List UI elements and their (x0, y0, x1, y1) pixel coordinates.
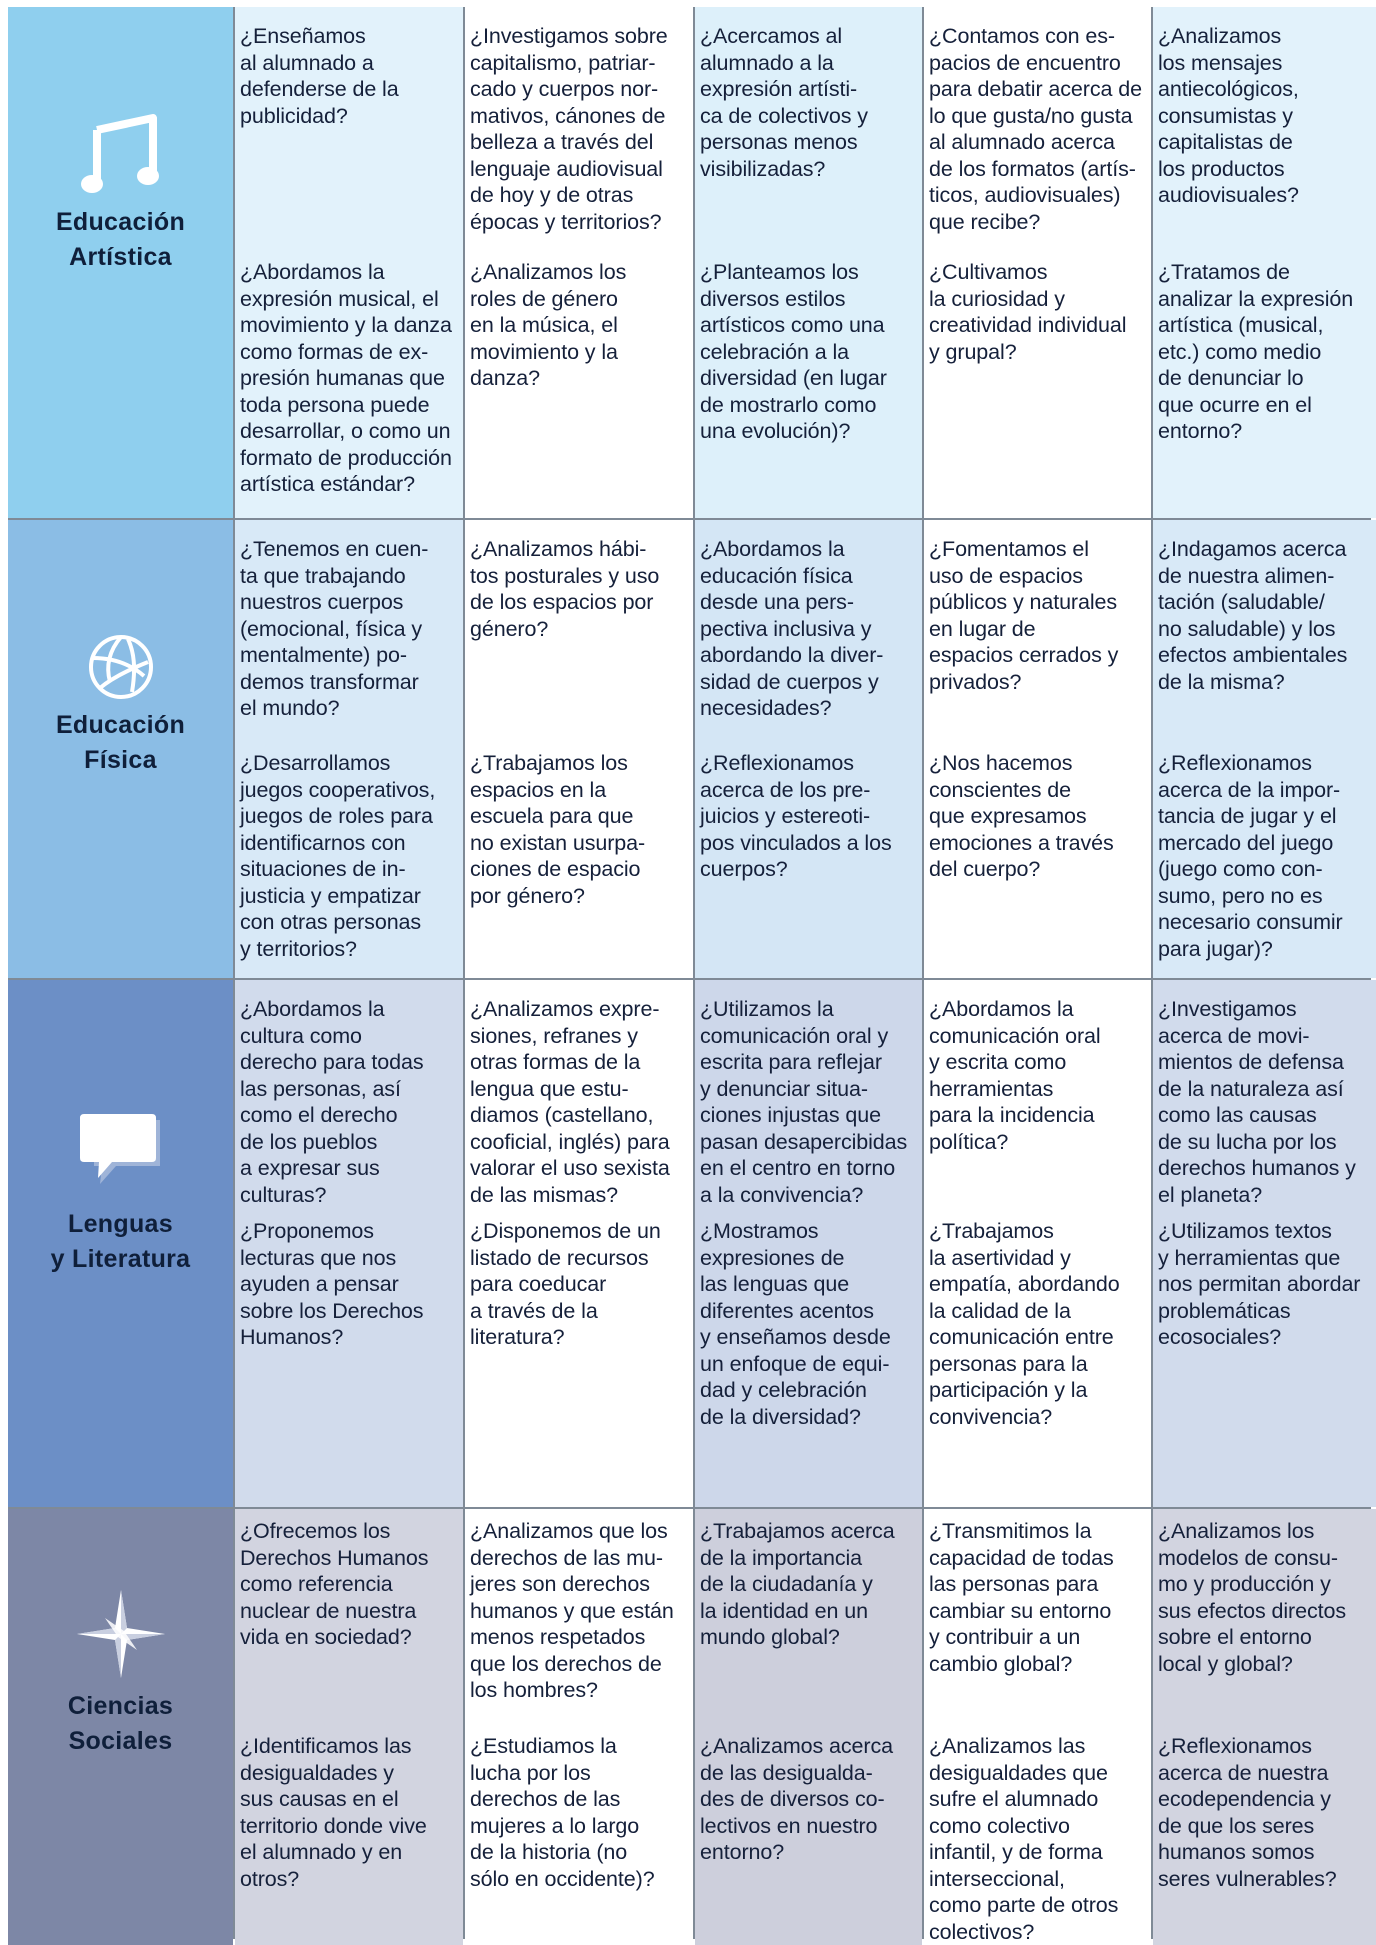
question-cell (1153, 7, 1376, 518)
question-text: ¿Tenemos en cuen- ta que trabajando nuestros cuerpos (emocional, física y mentalmente) po- demos transformar el mundo? (240, 537, 429, 720)
row-header-educacion-fisica (8, 520, 233, 978)
question-cell (695, 7, 922, 518)
question-cell (924, 7, 1151, 518)
question-text: ¿Nos hacemos conscientes de que expresamos emociones a través del cuerpo? (929, 751, 1114, 881)
music-note-icon (81, 93, 161, 212)
question-cell (465, 1509, 693, 1945)
question-text: ¿Reflexionamos acerca de la impor- tancia de jugar y el mercado del juego (juego como con- sumo, pero no es necesario consumir para jugar)? (1158, 751, 1343, 961)
row-header-educacion-artistica (8, 7, 233, 518)
question-text: ¿Desarrollamos juegos cooperativos, juegos de roles para identificarnos con situaciones de in- justicia y empatizar con otras personas y territorios? (240, 751, 436, 961)
question-cell (1153, 1509, 1376, 1945)
question-cell (924, 1509, 1151, 1945)
question-cell (465, 7, 693, 518)
question-cell (1153, 980, 1376, 1507)
question-text: ¿Contamos con es- pacios de encuentro para debatir acerca de lo que gusta/no gusta al alumnado acerca de los formatos (artís- ticos, audiovisuales) que recibe? (929, 24, 1142, 234)
question-text: ¿Investigamos sobre capitalismo, patriar- cado y cuerpos nor- mativos, cánones de belleza a través del lenguaje audiovisual de hoy y de otras épocas y territorios? (470, 24, 668, 234)
question-text: ¿Fomentamos el uso de espacios públicos y naturales en lugar de espacios cerrados y privados? (929, 537, 1119, 694)
question-cell (235, 980, 463, 1507)
question-cell (924, 980, 1151, 1507)
question-cell (465, 520, 693, 978)
question-text: ¿Analizamos las desigualdades que sufre el alumnado como colectivo infantil, y de forma interseccional, como parte de otros colectivos? (929, 1734, 1119, 1944)
row-header-lenguas-y-literatura (8, 980, 233, 1507)
question-text: ¿Abordamos la comunicación oral y escrita como herramientas para la incidencia política? (929, 997, 1101, 1154)
question-text: ¿Analizamos que los derechos de las mu- jeres son derechos humanos y que están menos respetados que los derechos de los hombres? (470, 1519, 674, 1702)
question-text: ¿Analizamos los mensajes antiecológicos, consumistas y capitalistas de los productos audiovisuales? (1158, 24, 1299, 207)
subject-title: Educación Artística (55, 208, 186, 271)
question-text: ¿Analizamos hábi- tos posturales y uso de los espacios por género? (470, 537, 660, 641)
question-cell (695, 1509, 922, 1945)
question-text: ¿Abordamos la expresión musical, el movimiento y la danza como formas de ex- presión humanas que toda persona puede desarrollar, o como un formato de producción artística estándar? (240, 260, 452, 496)
question-text: ¿Analizamos acerca de las desigualda- des de diversos co- lectivos en nuestro entorno? (700, 1734, 893, 1864)
question-text: ¿Abordamos la educación física desde una pers- pectiva inclusiva y abordando la diver- sidad de cuerpos y necesidades? (700, 537, 884, 720)
question-text: ¿Trabajamos la asertividad y empatía, abordando la calidad de la comunicación entre personas para la participación y la convivencia? (929, 1219, 1120, 1429)
question-cell (235, 7, 463, 518)
question-text: ¿Estudiamos la lucha por los derechos de las mujeres a lo largo de la historia (no sólo en occidente)? (470, 1734, 655, 1891)
question-text: ¿Proponemos lecturas que nos ayuden a pensar sobre los Derechos Humanos? (240, 1219, 424, 1349)
question-text: ¿Trabajamos acerca de la importancia de la ciudadanía y la identidad en un mundo global? (700, 1519, 895, 1649)
question-text: ¿Analizamos expre- siones, refranes y otras formas de la lengua que estu- diamos (castellano, cooficial, inglés) para valorar el uso sexista de las mismas? (470, 997, 670, 1207)
volleyball-icon (88, 617, 154, 717)
question-text: ¿Disponemos de un listado de recursos para coeducar a través de la literatura? (470, 1219, 661, 1349)
question-cell (235, 1509, 463, 1945)
question-cell (465, 980, 693, 1507)
question-text: ¿Cultivamos la curiosidad y creatividad individual y grupal? (929, 260, 1127, 364)
question-text: ¿Utilizamos la comunicación oral y escrita para reflejar y denunciar situa- ciones injustas que pasan desapercibidas en el centro en torno a la convivencia? (700, 997, 908, 1207)
question-text: ¿Ofrecemos los Derechos Humanos como referencia nuclear de nuestra vida en sociedad? (240, 1519, 429, 1649)
question-text: ¿Reflexionamos acerca de nuestra ecodependencia y de que los seres humanos somos seres vulnerables? (1158, 1734, 1337, 1891)
question-text: ¿Abordamos la cultura como derecho para todas las personas, así como el derecho de los pueblos a expresar sus culturas? (240, 997, 424, 1207)
question-text: ¿Utilizamos textos y herramientas que nos permitan abordar problemáticas ecosociales? (1158, 1219, 1361, 1349)
question-cell (1153, 520, 1376, 978)
subject-title: Educación Física (55, 711, 186, 774)
question-text: ¿Enseñamos al alumnado a defenderse de la publicidad? (240, 24, 399, 128)
question-text: ¿Identificamos las desigualdades y sus causas en el territorio donde vive el alumnado y en otros? (240, 1734, 427, 1891)
question-text: ¿Planteamos los diversos estilos artísticos como una celebración a la diversidad (en lugar de mostrarlo como una evolución)? (700, 260, 887, 443)
question-text: ¿Tratamos de analizar la expresión artística (musical, etc.) como medio de denunciar lo que ocurre en el entorno? (1158, 260, 1354, 443)
subject-title: Ciencias Sociales (67, 1692, 174, 1755)
row-header-ciencias-sociales (8, 1509, 233, 1945)
speech-bubble-icon (78, 1090, 164, 1213)
question-text: ¿Analizamos los roles de género en la música, el movimiento y la danza? (470, 260, 627, 390)
question-cell (695, 520, 922, 978)
question-text: ¿Indagamos acerca de nuestra alimen- tación (saludable/ no saludable) y los efectos ambientales de la misma? (1158, 537, 1348, 694)
compass-star-icon (75, 1575, 167, 1693)
question-cell (924, 520, 1151, 978)
question-text: ¿Transmitimos la capacidad de todas las personas para cambiar su entorno y contribuir a un cambio global? (929, 1519, 1114, 1676)
question-cell (695, 980, 922, 1507)
question-text: ¿Investigamos acerca de movi- mientos de defensa de la naturaleza así como las causas de su lucha por los derechos humanos y el planeta? (1158, 997, 1356, 1207)
question-text: ¿Reflexionamos acerca de los pre- juicios y estereoti- pos vinculados a los cuerpos? (700, 751, 892, 881)
coeducation-questions-table (8, 7, 1371, 1944)
subject-title: Lenguas y Literatura (50, 1210, 191, 1273)
question-text: ¿Mostramos expresiones de las lenguas que diferentes acentos y enseñamos desde un enfoque de equi- dad y celebración de la diversidad? (700, 1219, 891, 1429)
question-text: ¿Analizamos los modelos de consu- mo y producción y sus efectos directos sobre el entorno local y global? (1158, 1519, 1347, 1676)
question-cell (235, 520, 463, 978)
question-text: ¿Acercamos al alumnado a la expresión artísti- ca de colectivos y personas menos visibilizadas? (700, 24, 868, 181)
question-text: ¿Trabajamos los espacios en la escuela para que no existan usurpa- ciones de espacio por género? (470, 751, 646, 908)
